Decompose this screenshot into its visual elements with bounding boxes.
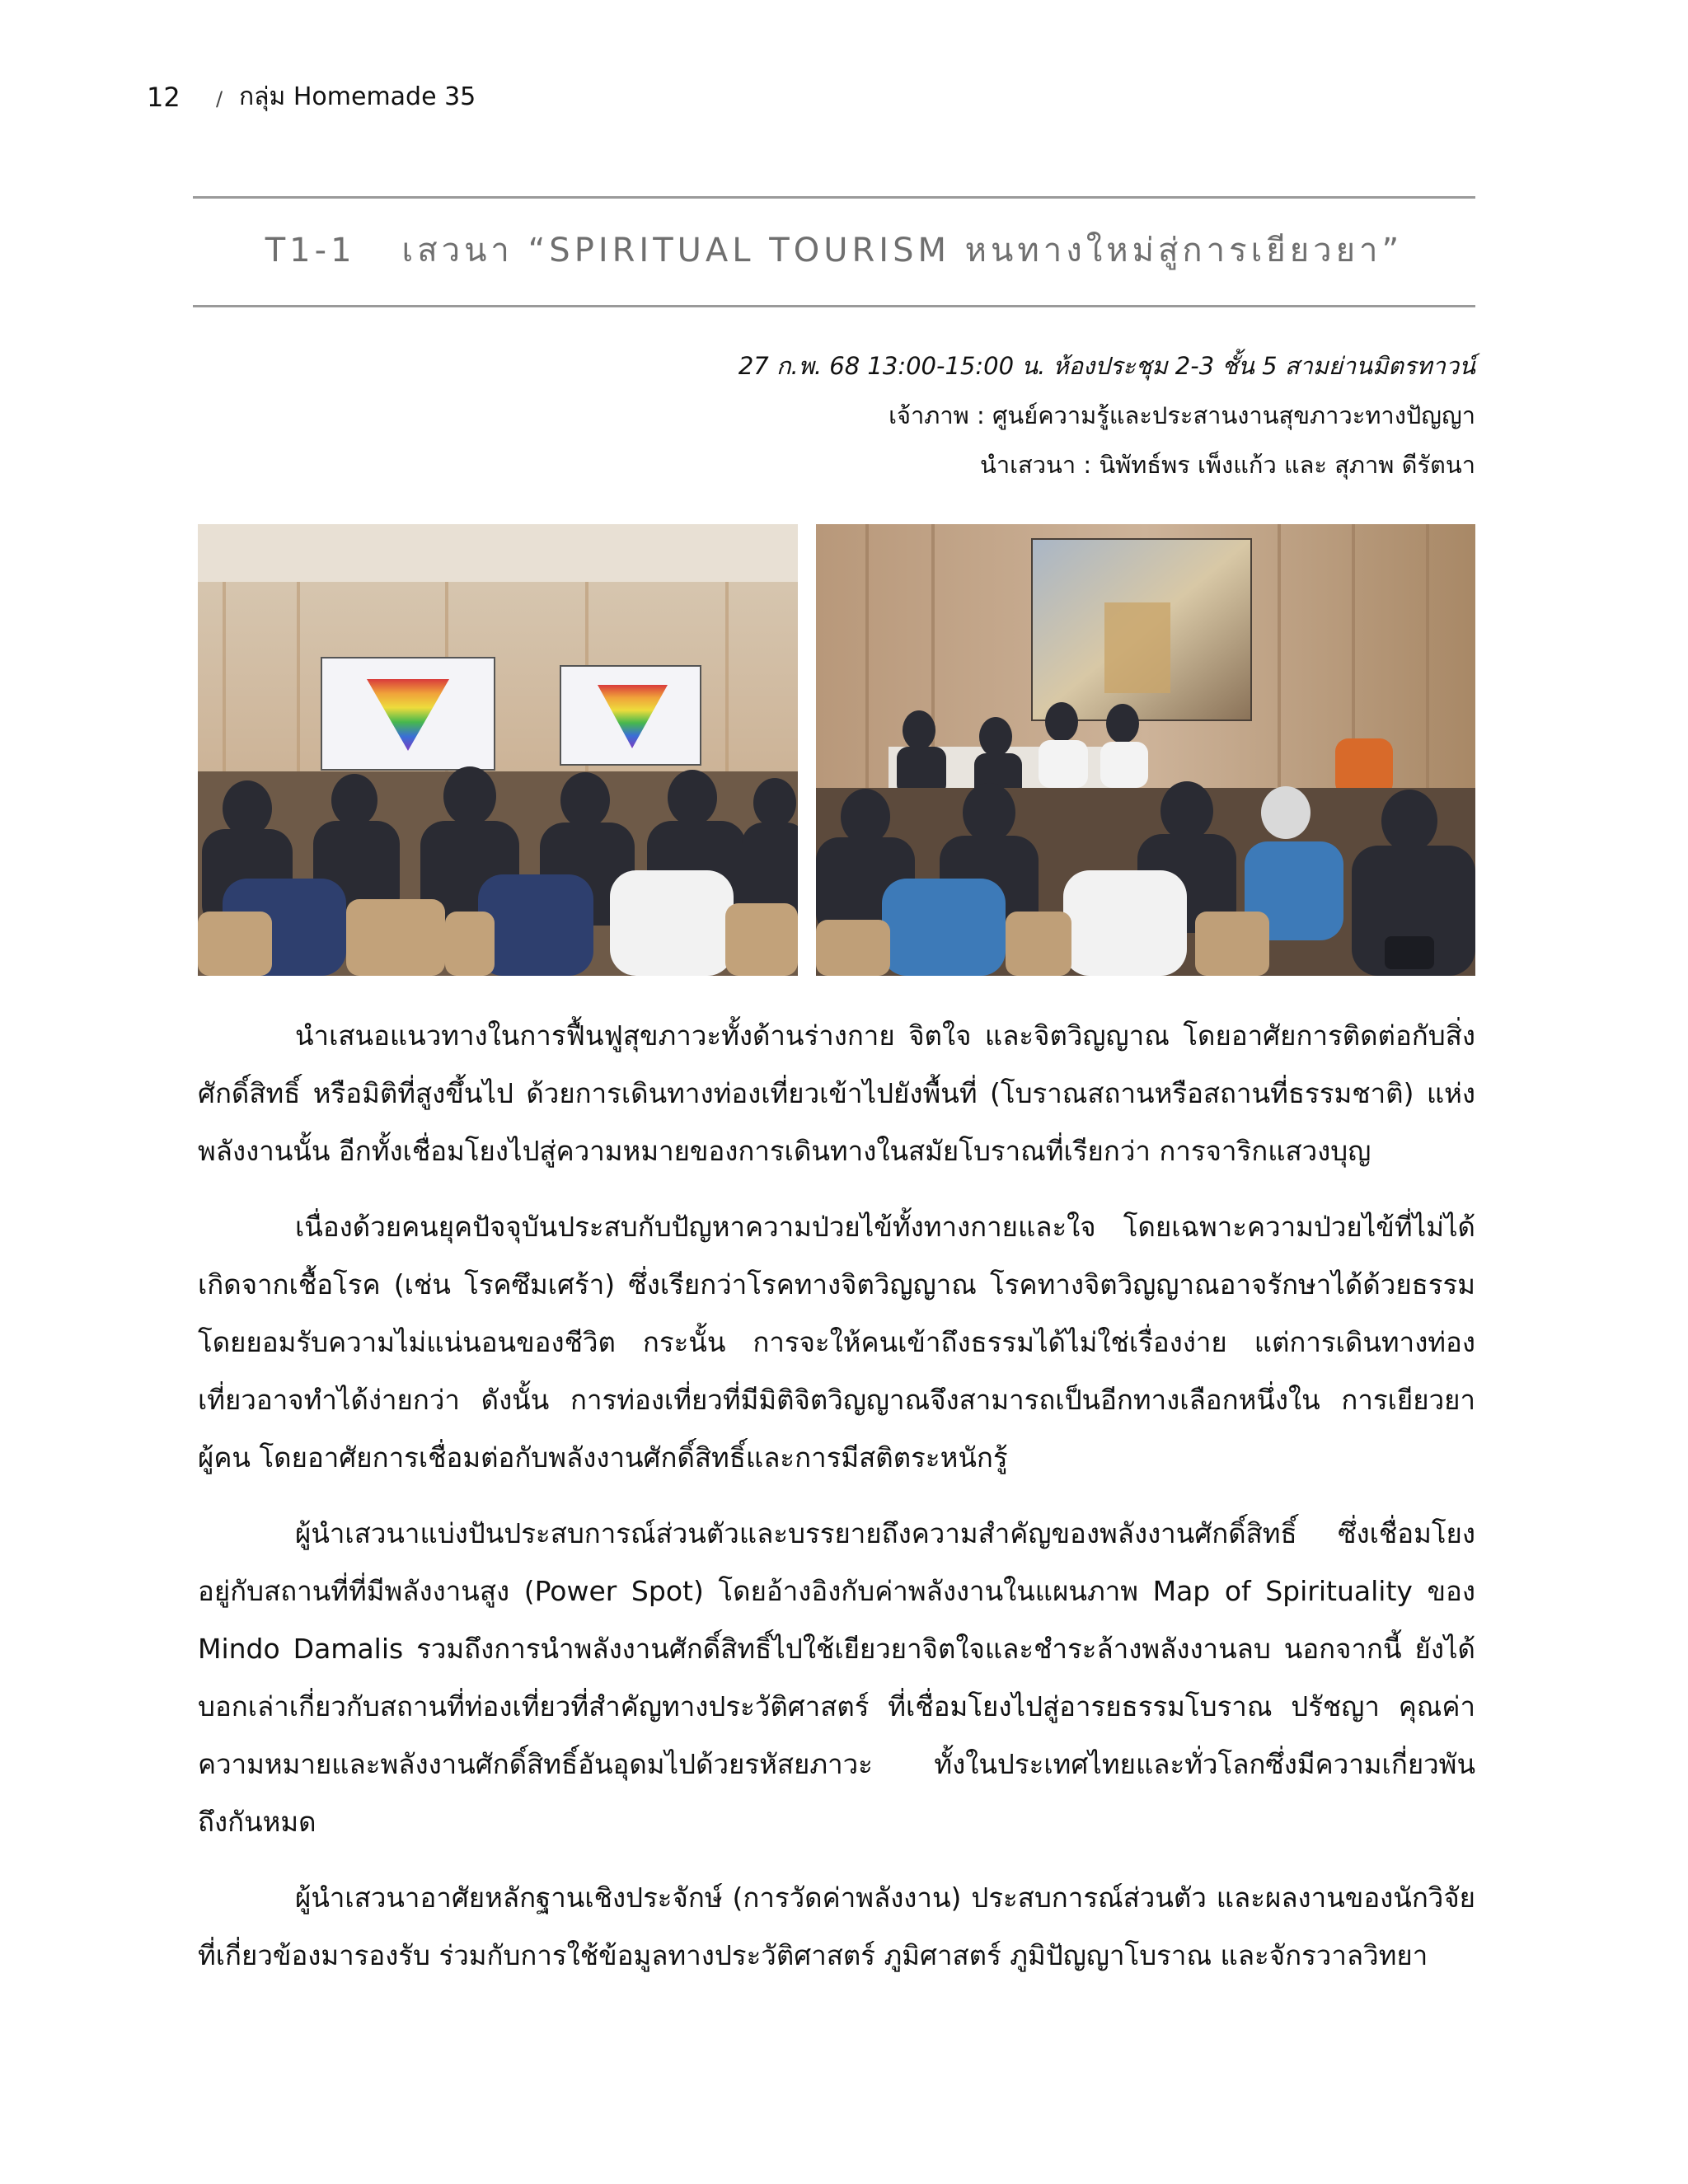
session-title	[193, 227, 1475, 274]
session-datetime: 27 ก.พ. 68 13:00-15:00 น. ห้องประชุม 2-3 ชั้น 5 สามย่านมิตรทาวน์	[738, 352, 1475, 380]
session-host: เจ้าภาพ : ศูนย์ความรู้และประสานงานสุขภาวะทางปัญญา	[889, 401, 1475, 429]
session-title-text: เสวนา “SPIRITUAL TOURISM หนทางใหม่สู่การเยียวยา”	[401, 232, 1404, 269]
body-paragraph-1: นำเสนอแนวทางในการฟื้นฟูสุขภาวะทั้งด้านร่างกาย จิตใจ และจิตวิญญาณ โดยอาศัยการติดต่อกับสิ่งศักดิ์สิทธิ์ หรือมิติที่สูงขึ้นไป ด้วยการเดินทางท่องเที่ยวเข้าไปยังพื้นที่ (โบราณสถานหรือสถานที่ธรรมชาติ) แห่งพลังงานนั้น อีกทั้งเชื่อมโยงไปสู่ความหมายของการเดินทางในสมัยโบราณที่เรียกว่า การจาริกแสวงบุญ	[198, 1019, 1475, 1167]
title-rule-top	[193, 196, 1475, 199]
title-rule-bottom	[193, 305, 1475, 307]
body-paragraph-2: เนื่องด้วยคนยุคปัจจุบันประสบกับปัญหาความป่วยไข้ทั้งทางกายและใจ โดยเฉพาะความป่วยไข้ที่ไม่ได้เกิดจากเชื้อโรค (เช่น โรคซึมเศร้า) ซึ่งเรียกว่าโรคทางจิตวิญญาณ โรคทางจิตวิญญาณอาจรักษาได้ด้วยธรรมโดยยอมรับความไม่แน่นอนของชีวิต กระนั้น การจะให้คนเข้าถึงธรรมได้ไม่ใช่เรื่องง่าย แต่การเดินทางท่องเที่ยวอาจทำได้ง่ายกว่า ดังนั้น การท่องเที่ยวที่มีมิติจิตวิญญาณจึงสามารถเป็นอีกทางเลือกหนึ่งใน การเยียวยาผู้คน โดยอาศัยการเชื่อมต่อกับพลังงานศักดิ์สิทธิ์และการมีสติตระหนักรู้	[198, 1211, 1475, 1474]
photo-speaker-panel	[816, 524, 1475, 976]
session-code: T1-1	[265, 232, 356, 269]
body-paragraph-3: ผู้นำเสวนาแบ่งปันประสบการณ์ส่วนตัวและบรรยายถึงความสำคัญของพลังงานศักดิ์สิทธิ์ ซึ่งเชื่อมโยงอยู่กับสถานที่ที่มีพลังงานสูง (Power Spot) โดยอ้างอิงกับค่าพลังงานในแผนภาพ Map of Spirituality ของ Mindo Damalis รวมถึงการนำพลังงานศักดิ์สิทธิ์ไปใช้เยียวยาจิตใจและชำระล้างพลังงานลบ นอกจากนี้ ยังได้บอกเล่าเกี่ยวกับสถานที่ท่องเที่ยวที่สำคัญทางประวัติศาสตร์ ที่เชื่อมโยงไปสู่อารยธรรมโบราณ ปรัชญา คุณค่า ความหมายและพลังงานศักดิ์สิทธิ์อันอุดมไปด้วยรหัสยภาวะ ทั้งในประเทศไทยและทั่วโลกซึ่งมีความเกี่ยวพันถึงกันหมด	[198, 1517, 1475, 1838]
body-text	[198, 1007, 1475, 2003]
body-paragraph-4: ผู้นำเสวนาอาศัยหลักฐานเชิงประจักษ์ (การวัดค่าพลังงาน) ประสบการณ์ส่วนตัว และผลงานของนักวิจัยที่เกี่ยวข้องมารองรับ ร่วมกับการใช้ข้อมูลทางประวัติศาสตร์ ภูมิศาสตร์ ภูมิปัญญาโบราณ และจักรวาลวิทยา	[198, 1882, 1475, 1971]
photo-audience-screens	[198, 524, 798, 976]
running-header-group: กลุ่ม Homemade 35	[239, 82, 476, 111]
header-separator: /	[216, 87, 223, 110]
page-number: 12	[147, 82, 181, 113]
session-presenters: นำเสวนา : นิพัทธ์พร เพ็งแก้ว และ สุภาพ ดีรัตนา	[980, 451, 1475, 479]
